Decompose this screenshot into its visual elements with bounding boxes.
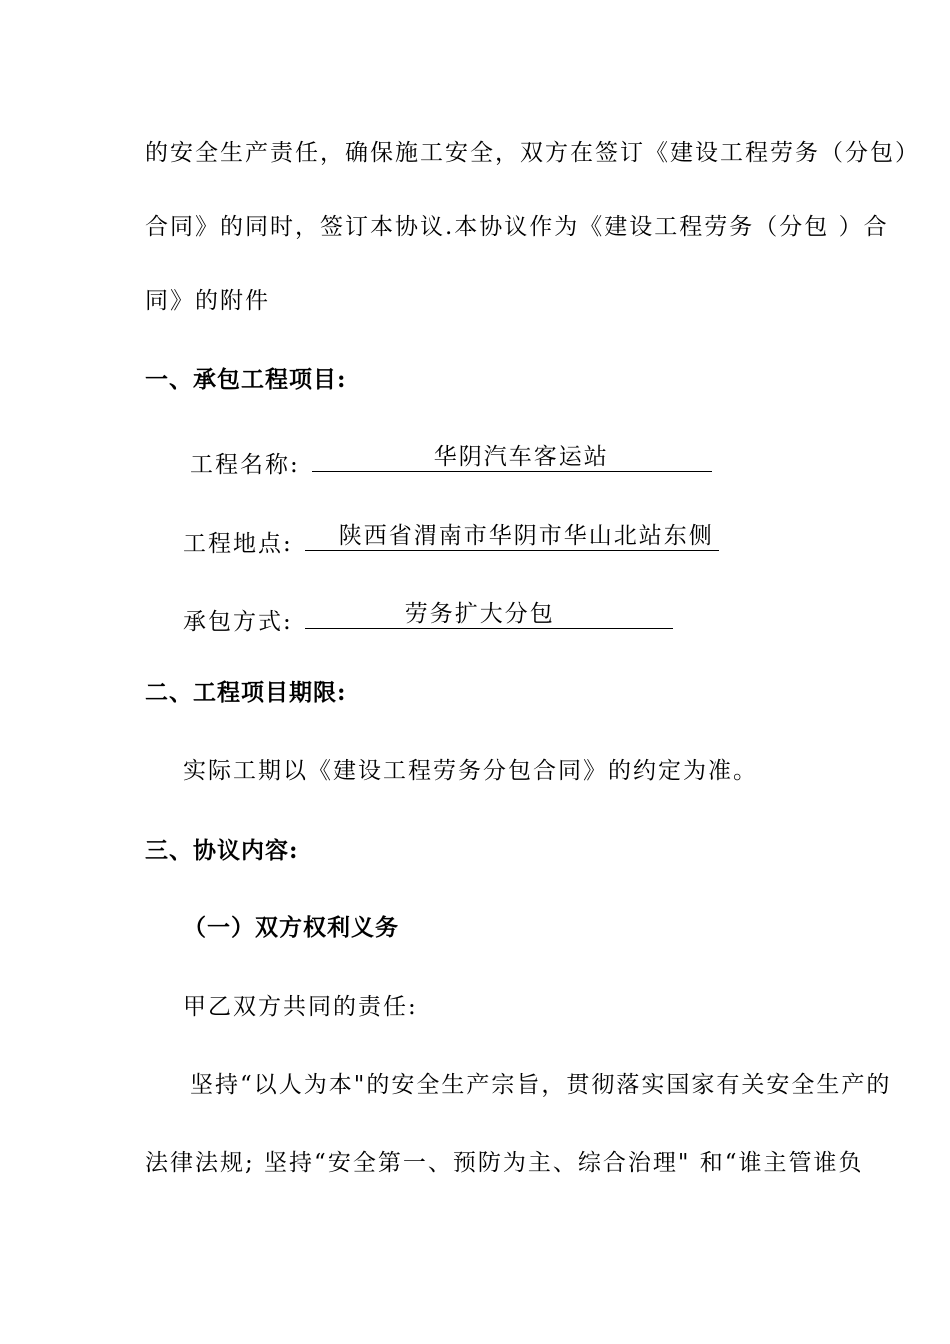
section-1-heading: 一、承包工程项目: [145,366,347,393]
section-2-heading: 二、工程项目期限: [145,679,347,706]
field-contract-type-value-line [305,600,673,629]
paragraph-line-3: 同》的附件 [145,288,270,314]
section-2-text: 实际工期以《建设工程劳务分包合同》的约定为准。 [183,758,758,784]
section-3-paragraph-line-1: 坚持“以人为本"的安全生产宗旨，贯彻落实国家有关安全生产的 [190,1072,892,1098]
field-contract-type [183,600,673,637]
field-project-location [183,522,719,559]
paragraph-line-2: 合同》的同时，签订本协议.本协议作为《建设工程劳务（分包 ）合 [145,214,889,240]
field-project-name-label: 工程名称: [190,452,300,478]
field-project-name-value-line [312,443,712,472]
section-3-subheading: （一）双方权利义务 [183,914,399,941]
section-3-heading: 三、协议内容: [145,837,299,864]
section-3-intro: 甲乙双方共同的责任: [183,994,418,1020]
section-3-paragraph-line-2: 法律法规; 坚持“安全第一、预防为主、综合治理" 和“谁主管谁负 [145,1150,864,1176]
field-project-name-value: 华阴汽车客运站 [433,444,609,470]
field-contract-type-label: 承包方式: [183,609,293,635]
field-project-location-label: 工程地点: [183,531,293,557]
field-project-name [190,443,712,480]
field-project-location-value-line [305,522,719,551]
field-project-location-value: 陕西省渭南市华阴市华山北站东侧 [338,523,714,549]
field-contract-type-value: 劳务扩大分包 [404,601,555,627]
paragraph-line-1: 的安全生产责任，确保施工安全，双方在签订《建设工程劳务（分包） [145,140,920,166]
